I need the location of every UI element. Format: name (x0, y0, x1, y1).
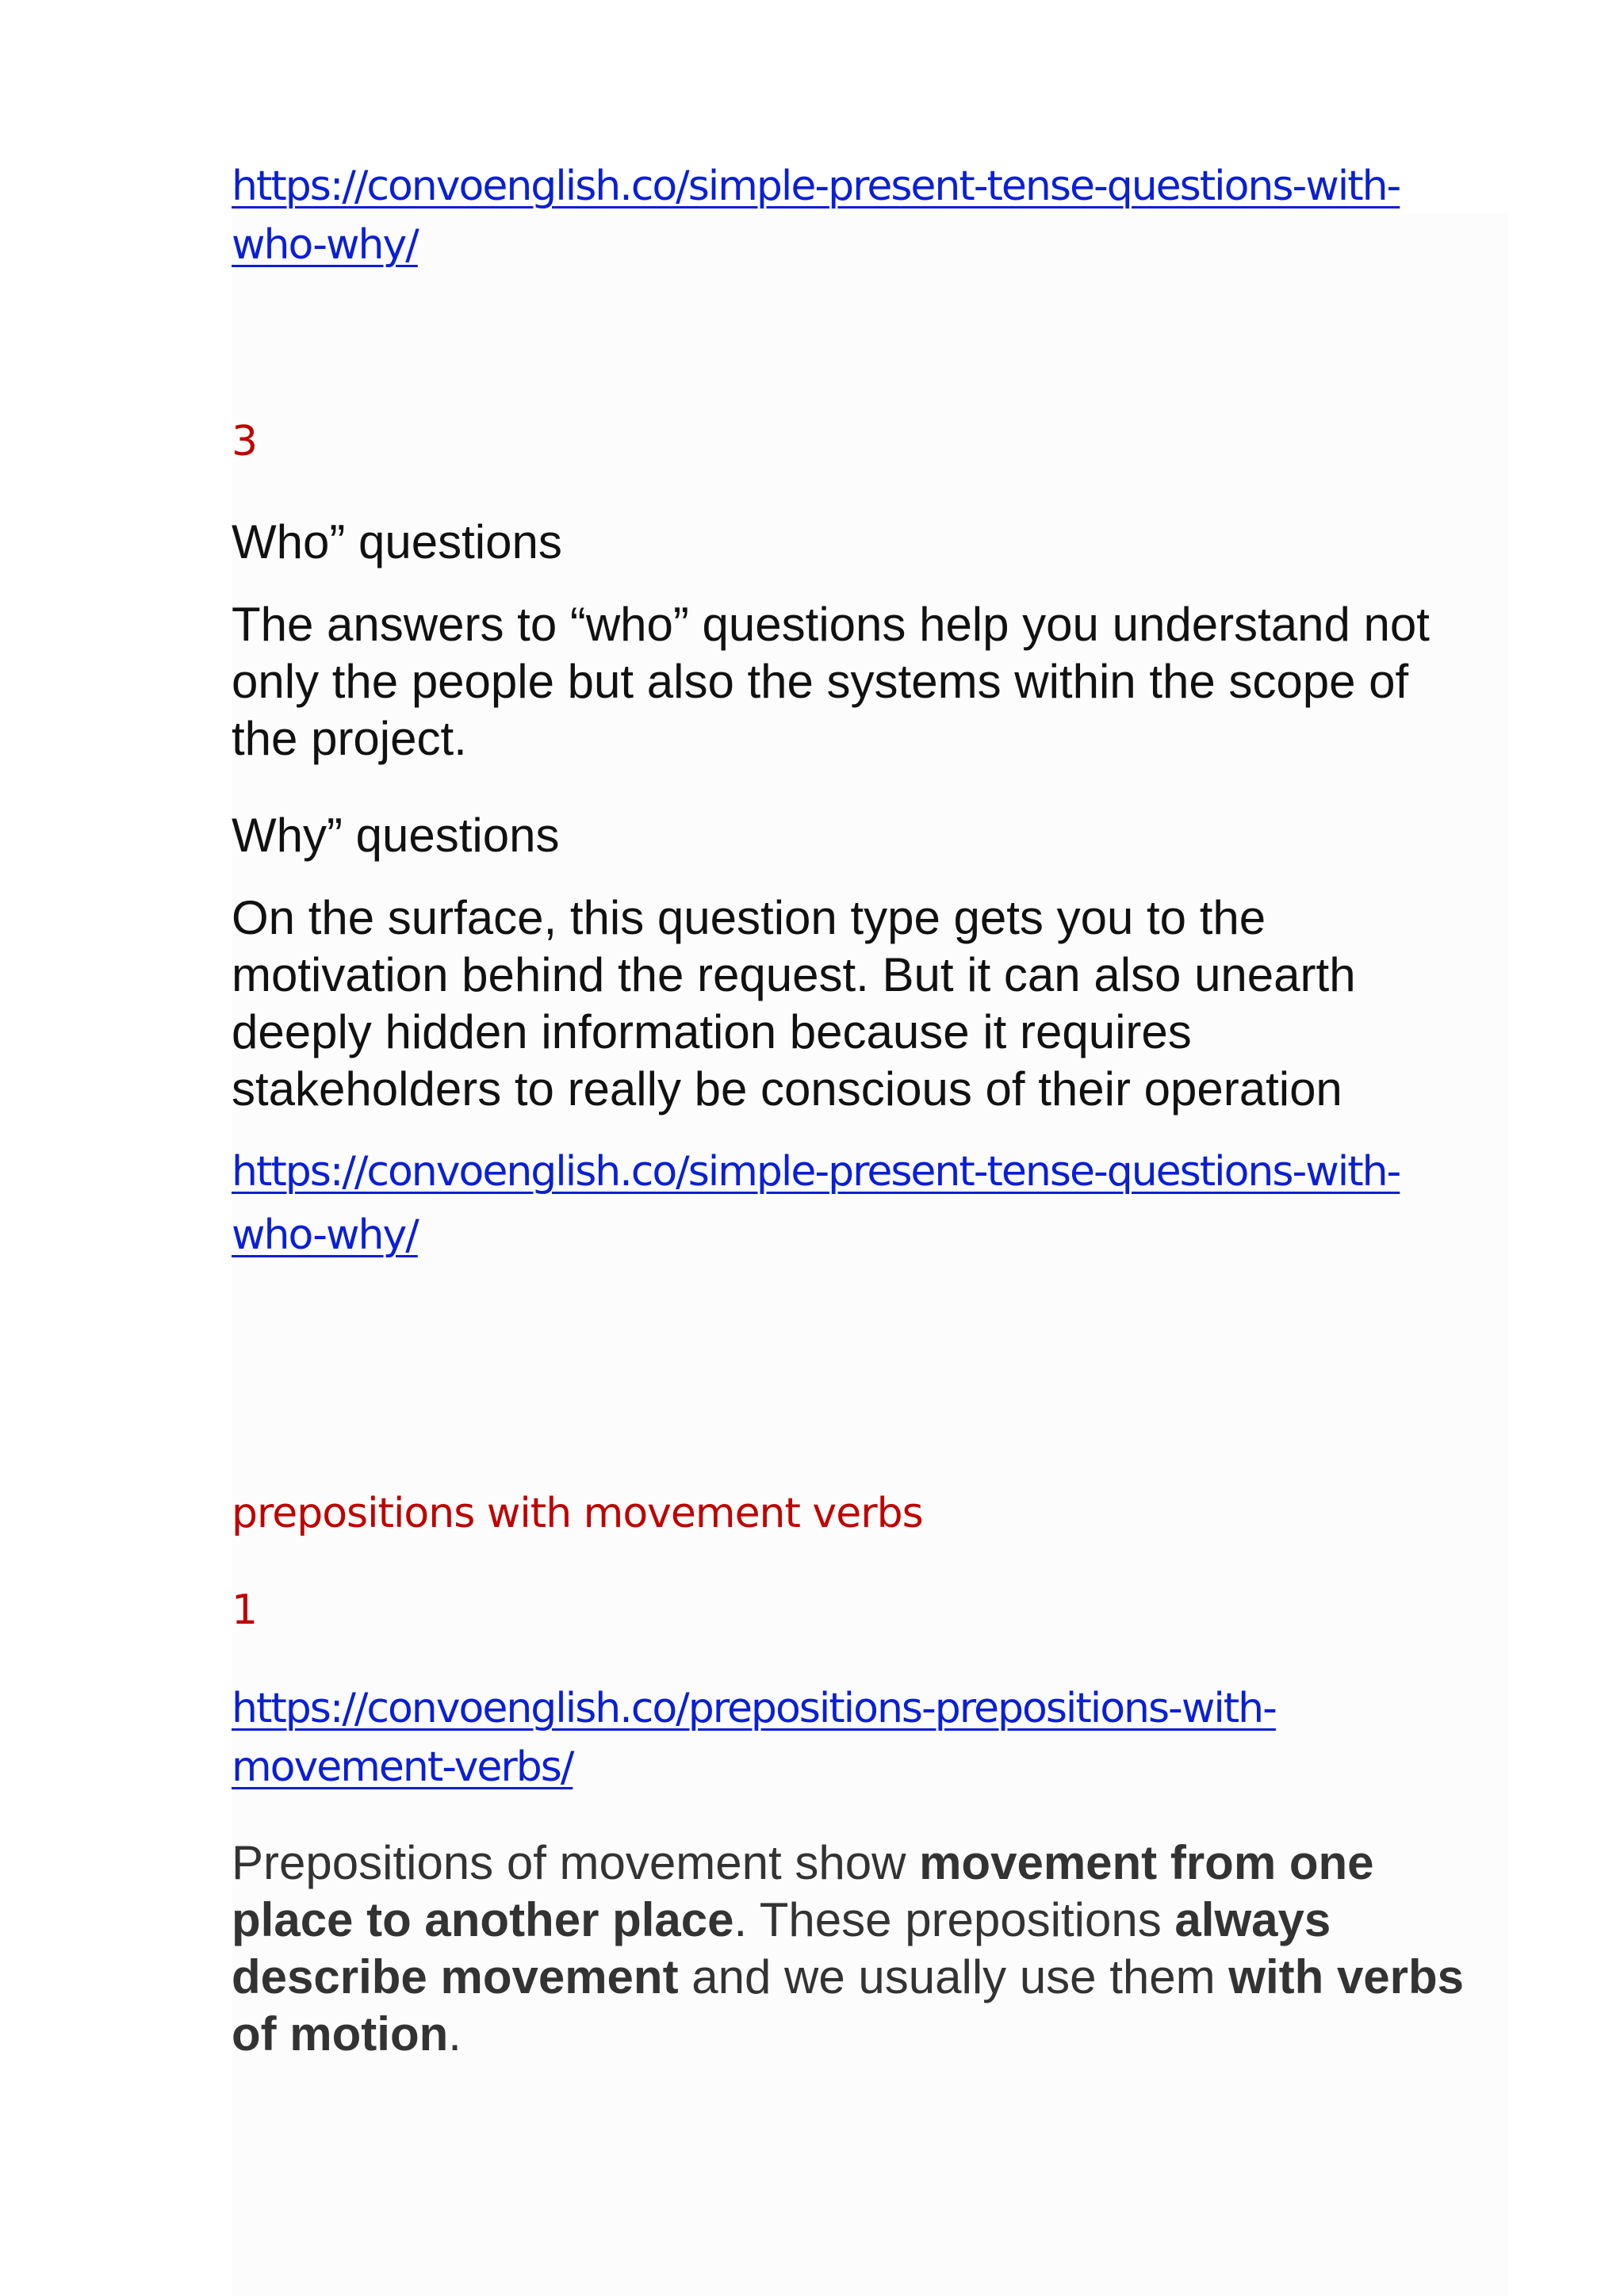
reference-link-2[interactable] (232, 1140, 1400, 1267)
reference-link-3[interactable] (232, 1679, 1276, 1797)
bold-text: always (1174, 1893, 1331, 1946)
link-line: who-why/ (232, 221, 418, 269)
text-run: . (448, 2007, 462, 2061)
why-questions-text (232, 890, 1356, 1118)
text-line: only the people but also the systems within the scope of (232, 655, 1409, 708)
text-line: motivation behind the request. But it can also unearth (232, 948, 1356, 1001)
item-number-3: 3 (232, 418, 258, 465)
text-run: Prepositions of movement show (232, 1836, 920, 1889)
text-line: stakeholders to really be conscious of their operation (232, 1062, 1342, 1115)
why-questions-heading: Why” questions (232, 809, 560, 862)
reference-link-1[interactable] (232, 157, 1400, 274)
item-number-1: 1 (232, 1586, 258, 1634)
text-run: . These prepositions (733, 1893, 1175, 1946)
text-line: deeply hidden information because it requires (232, 1005, 1192, 1058)
bold-text: with verbs (1228, 1950, 1465, 2003)
link-line: https://convoenglish.co/simple-present-tense-questions-with- (232, 1148, 1400, 1196)
prepositions-paragraph (232, 1835, 1464, 2063)
link-line: who-why/ (232, 1211, 418, 1259)
link-line: https://convoenglish.co/prepositions-prepositions-with- (232, 1685, 1276, 1732)
bold-text: describe movement (232, 1950, 679, 2003)
link-line: https://convoenglish.co/simple-present-tense-questions-with- (232, 163, 1400, 210)
text-line: the project. (232, 712, 467, 765)
section-title: prepositions with movement verbs (232, 1490, 923, 1537)
text-line: The answers to “who” questions help you understand not (232, 598, 1430, 651)
who-questions-heading: Who” questions (232, 515, 562, 568)
bold-text: movement from one (919, 1836, 1374, 1889)
who-questions-text (232, 596, 1430, 767)
text-line: On the surface, this question type gets you to the (232, 891, 1266, 944)
link-line: movement-verbs/ (232, 1743, 573, 1791)
bold-text: place to another place (232, 1893, 734, 1946)
text-run: and we usually use them (678, 1950, 1229, 2003)
bold-text: of motion (232, 2007, 449, 2061)
